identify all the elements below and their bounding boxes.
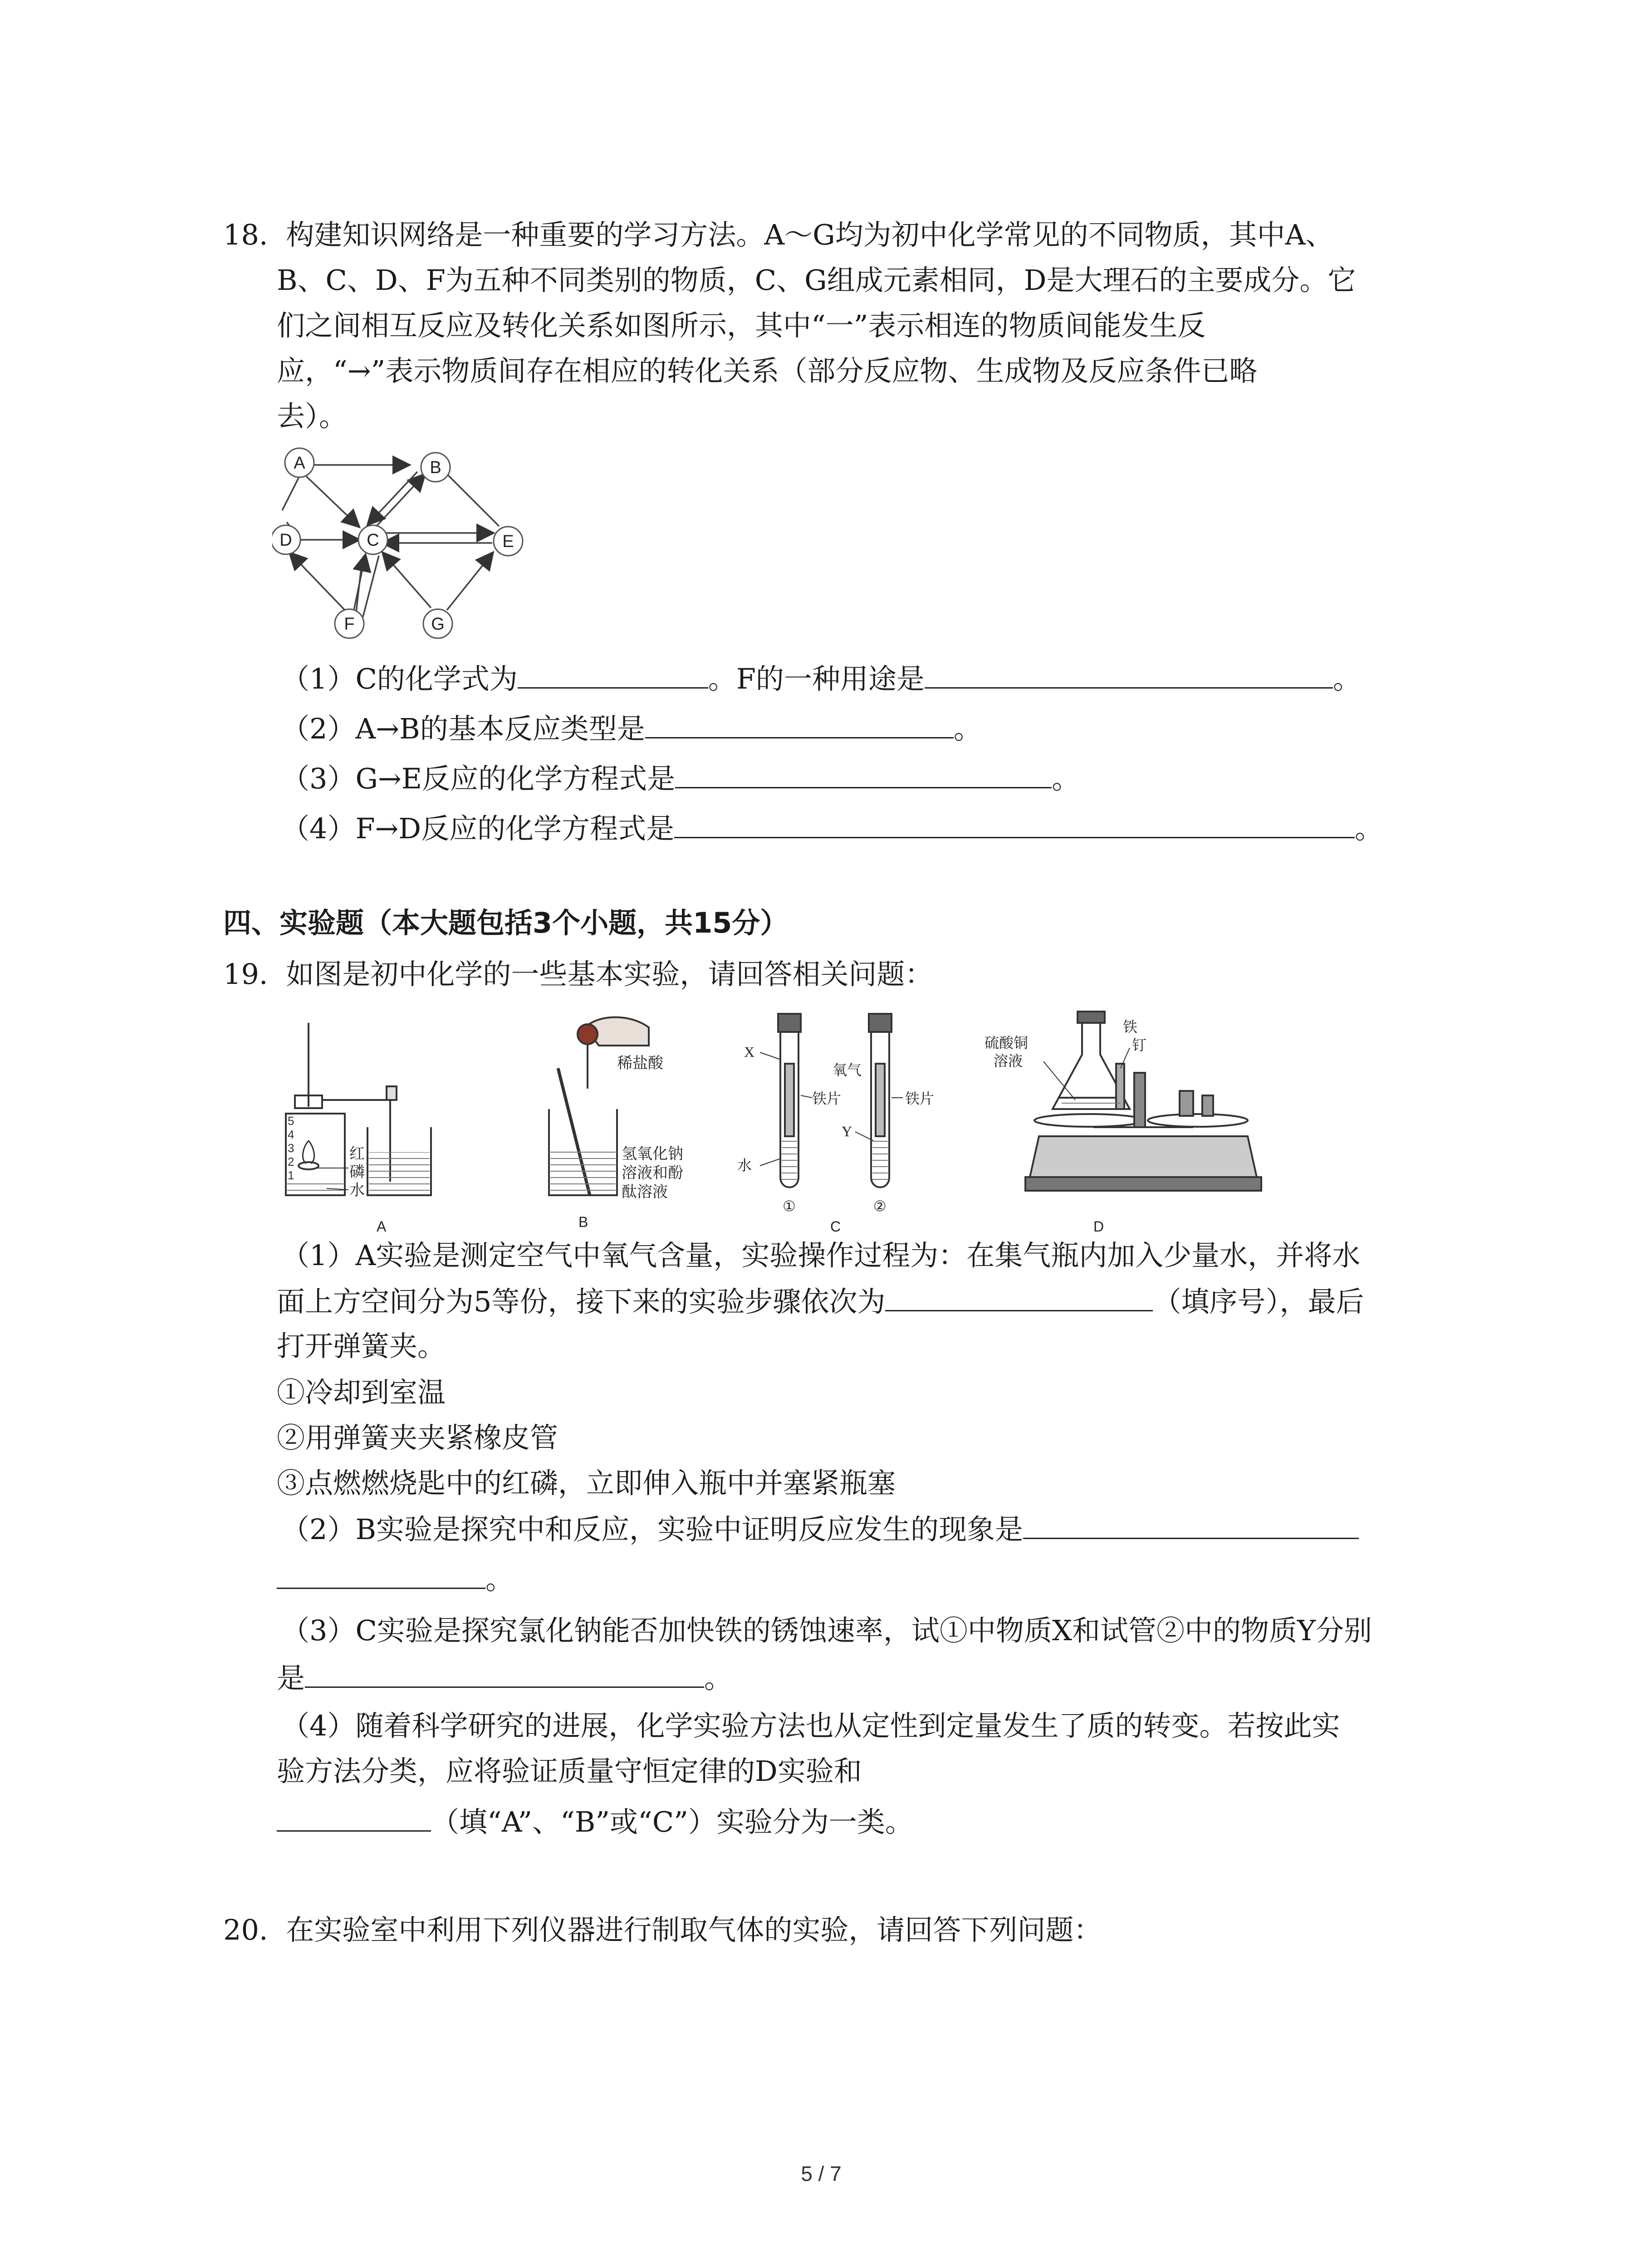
arrow-f-d	[290, 553, 345, 610]
balance-foot	[1025, 1177, 1261, 1191]
q18-blank-reaction-type[interactable]	[645, 710, 954, 738]
q19-figure-c	[735, 1005, 980, 1236]
label-phenolphthalein: 酞溶液	[622, 1183, 668, 1201]
q19-figure-b	[531, 1009, 721, 1236]
figure-a-label: A	[377, 1218, 387, 1235]
weight-2	[1202, 1095, 1213, 1116]
arrow-g-c	[383, 553, 431, 608]
label-water-c: 水	[737, 1157, 752, 1174]
node-g-label: G	[431, 615, 445, 634]
label-dilute-hcl: 稀盐酸	[617, 1054, 663, 1072]
tick-5: 5	[288, 1114, 294, 1128]
figure-b-label: B	[578, 1214, 588, 1230]
label-tube-2: ②	[873, 1198, 887, 1215]
q18-relationship-diagram	[272, 442, 644, 651]
arrow-c-b	[374, 475, 424, 528]
q18-sub2-end: 。	[953, 712, 982, 745]
q19-p3-line1: （3）C实验是探究氯化钠能否加快铁的锈蚀速率，试①中物质X和试管②中的物质Y分别	[281, 1614, 1372, 1647]
flask-stopper	[1078, 1012, 1105, 1023]
q18-line4: 应，“→”表示物质间存在相应的转化关系（部分反应物、生成物及反应条件已略	[277, 354, 1258, 387]
label-nail: 钉	[1132, 1036, 1147, 1054]
node-b-label: B	[430, 458, 441, 477]
q18-line2: B、C、D、F为五种不同类别的物质，C、G组成元素相同，D是大理石的主要成分。它	[277, 264, 1356, 297]
tick-2: 2	[288, 1155, 294, 1168]
leader-iron-1	[801, 1095, 812, 1098]
label-solution-d: 溶液	[994, 1052, 1023, 1070]
balance-base	[1030, 1136, 1257, 1177]
weight-1	[1180, 1091, 1193, 1116]
link-b-e	[447, 474, 499, 526]
right-pan	[1148, 1114, 1248, 1127]
q19-p1-line1: （1）A实验是测定空气中氧气含量，实验操作过程为：在集气瓶内加入少量水，并将水	[281, 1239, 1361, 1272]
page-number: 5 / 7	[801, 2162, 842, 2185]
link-f-c-2	[363, 556, 379, 617]
q18-number: 18.	[223, 218, 268, 251]
q19-p4-line1: （4）随着科学研究的进展，化学实验方法也从定性到定量发生了质的转变。若按此实	[281, 1709, 1340, 1742]
label-iron: 铁	[1123, 1018, 1138, 1036]
q19-p2-line2	[277, 1560, 514, 1598]
node-a-label: A	[294, 454, 305, 473]
spring-clip	[387, 1086, 397, 1100]
beaker-b-liquid	[550, 1150, 616, 1194]
arrow-g-e	[447, 553, 492, 610]
burning-spoon	[299, 1162, 318, 1169]
q19-number: 19.	[223, 958, 268, 991]
q20-number: 20.	[223, 1913, 268, 1946]
label-y: Y	[842, 1123, 852, 1139]
q19-blank-classification[interactable]	[277, 1803, 431, 1832]
dropper-bulb	[578, 1024, 598, 1044]
q18-sub4	[281, 810, 1383, 847]
tube-2-liquid	[872, 1141, 888, 1182]
q18-blank-g-e-equation[interactable]	[675, 760, 1052, 788]
q18-sub1-text-2: 。F的一种用途是	[708, 662, 925, 695]
q18-blank-f-d-equation[interactable]	[674, 810, 1355, 838]
q18-sub3-end: 。	[1052, 762, 1080, 795]
label-red: 红	[349, 1145, 365, 1163]
q18-sub3-text: （3）G→E反应的化学方程式是	[281, 762, 676, 795]
q19-p3-text: 是	[277, 1662, 305, 1695]
q19-option-3: ③点燃燃烧匙中的红磷，立即伸入瓶中并塞紧瓶塞	[277, 1466, 896, 1500]
label-phosphorus: 磷	[349, 1163, 365, 1181]
q19-option-1: ①冷却到室温	[277, 1376, 446, 1409]
q19-intro-line	[223, 956, 933, 992]
tube-1-stopper	[778, 1014, 801, 1032]
q20-line	[223, 1912, 1102, 1948]
q19-figure-a	[281, 1009, 481, 1236]
label-iron-strip-1: 铁片	[812, 1090, 842, 1107]
label-water: 水	[349, 1181, 365, 1199]
q19-p2-end: 。	[485, 1563, 514, 1596]
q18-sub1-end: 。	[1332, 662, 1361, 695]
node-d-label: D	[279, 531, 292, 550]
tick-3: 3	[288, 1141, 294, 1155]
iron-strip-2	[876, 1064, 885, 1136]
tick-1: 1	[288, 1168, 294, 1182]
leader-x	[760, 1052, 779, 1059]
q19-option-2: ②用弹簧夹夹紧橡皮管	[277, 1421, 558, 1454]
q18-blank-c-formula[interactable]	[518, 660, 708, 689]
q19-p4-line2: 验方法分类，应将验证质量守恒定律的D实验和	[277, 1755, 862, 1788]
copper-sulfate-solution	[1062, 1099, 1121, 1108]
q19-p1-line2	[277, 1283, 1364, 1320]
q18-line1	[223, 217, 1333, 253]
q19-p1-text: 面上方空间分为5等份，接下来的实验步骤依次为	[277, 1285, 886, 1318]
label-copper-sulfate: 硫酸铜	[985, 1034, 1029, 1051]
q19-p3-end: 。	[704, 1662, 733, 1695]
left-pan	[1034, 1114, 1143, 1127]
q18-line3: 们之间相互反应及转化关系如图所示，其中“一”表示相连的物质间能发生反	[277, 309, 1206, 342]
node-f-label: F	[344, 615, 355, 634]
q18-sub4-end: 。	[1355, 812, 1383, 845]
q19-blank-phenomenon-2[interactable]	[277, 1560, 485, 1589]
q19-p2-line1	[281, 1510, 1359, 1548]
q19-blank-steps[interactable]	[885, 1283, 1153, 1311]
label-x: X	[744, 1044, 755, 1060]
q18-text-1: 构建知识网络是一种重要的学习方法。A～G均为初中化学常见的不同物质，其中A、	[286, 218, 1334, 251]
balance-pillar	[1134, 1073, 1145, 1127]
q19-blank-x-y[interactable]	[305, 1659, 704, 1688]
q19-p4-text: （填“A”、“B”或“C”）实验分为一类。	[431, 1805, 913, 1838]
q18-blank-f-use[interactable]	[925, 660, 1333, 689]
beaker-water	[369, 1152, 430, 1194]
q18-sub1	[281, 660, 1361, 697]
section-4-heading: 四、实验题（本大题包括3个小题，共15分）	[223, 906, 789, 939]
leader-water-c	[760, 1159, 779, 1166]
q18-sub1-text: （1）C的化学式为	[281, 662, 518, 695]
bottle-water	[287, 1182, 343, 1194]
node-c-label: C	[367, 531, 379, 550]
tube-2-stopper	[869, 1014, 892, 1032]
arrow-a-c	[306, 476, 358, 526]
tube-1-water	[782, 1141, 797, 1182]
q19-p2-text: （2）B实验是探究中和反应，实验中证明反应发生的现象是	[281, 1513, 1024, 1546]
label-iron-strip-2: 铁片	[905, 1090, 935, 1107]
arrow-f-c	[354, 556, 365, 610]
phosphorus-flame	[303, 1141, 314, 1163]
q18-sub2-text: （2）A→B的基本反应类型是	[281, 712, 645, 745]
figure-d-label: D	[1093, 1218, 1104, 1235]
q19-p1-line3: 打开弹簧夹。	[277, 1330, 446, 1363]
q18-line5: 去）。	[277, 400, 348, 433]
q19-blank-phenomenon[interactable]	[1023, 1510, 1359, 1539]
q19-p1-text-2: （填序号），最后	[1153, 1285, 1364, 1318]
q18-sub4-text: （4）F→D反应的化学方程式是	[281, 812, 675, 845]
tick-4: 4	[288, 1128, 294, 1141]
q18-sub2	[281, 710, 982, 747]
label-naoh: 氢氧化钠	[622, 1145, 683, 1163]
arrow-b-c	[368, 472, 417, 524]
label-oxygen: 氧气	[833, 1061, 862, 1079]
q18-sub3	[281, 760, 1080, 797]
figure-c-label: C	[830, 1218, 841, 1235]
q19-p4-line3	[277, 1803, 913, 1840]
q19-p3-line2	[277, 1659, 732, 1696]
q20-text: 在实验室中利用下列仪器进行制取气体的实验，请回答下列问题：	[286, 1913, 1102, 1946]
q19-intro: 如图是初中化学的一些基本实验，请回答相关问题：	[286, 958, 933, 991]
iron-strip-1	[785, 1064, 794, 1136]
label-solution-and-phenol: 溶液和酚	[622, 1164, 683, 1182]
node-e-label: E	[502, 532, 514, 551]
q19-figure-d	[985, 1005, 1266, 1236]
label-tube-1: ①	[783, 1198, 796, 1215]
